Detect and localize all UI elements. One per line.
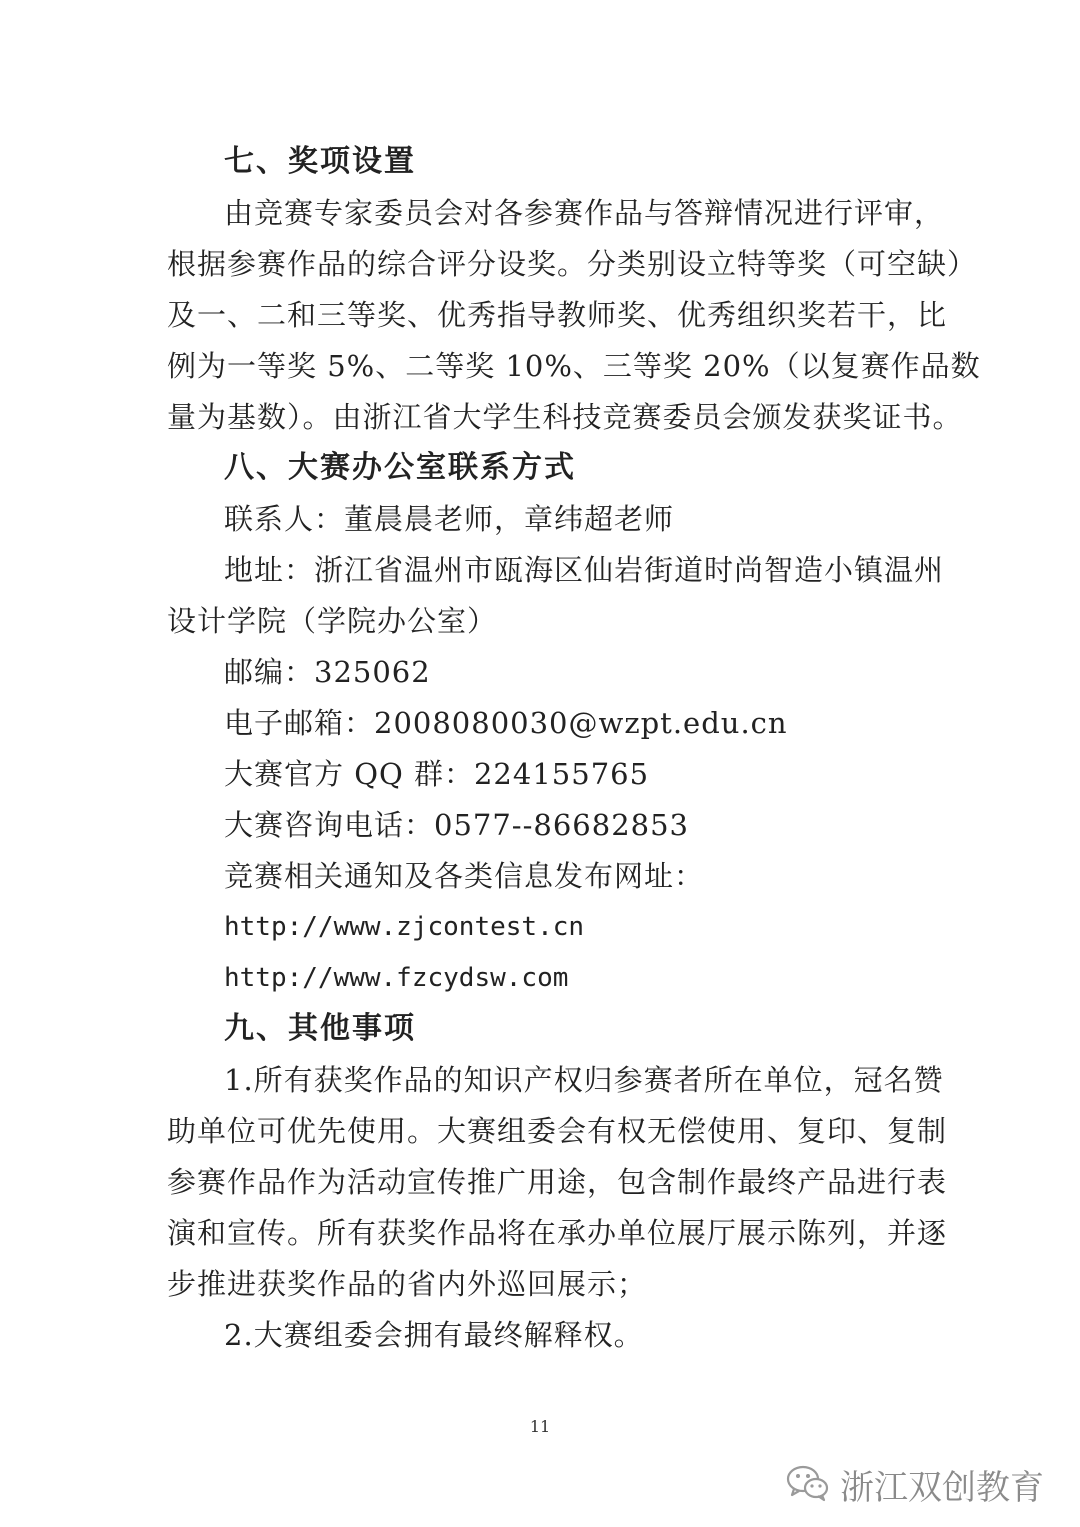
- website-label: 竞赛相关通知及各类信息发布网址：: [224, 859, 705, 893]
- paragraph-line: 及一、二和三等奖、优秀指导教师奖、优秀组织奖若干，比: [167, 298, 948, 332]
- address-line: 地址：浙江省温州市瓯海区仙岩街道时尚智造小镇温州: [224, 553, 945, 587]
- paragraph-line: 2.大赛组委会拥有最终解释权。: [224, 1318, 644, 1352]
- address-line: 设计学院（学院办公室）: [167, 604, 498, 638]
- section-heading: 八、大赛办公室联系方式: [224, 450, 576, 485]
- website-link[interactable]: http://www.fzcydsw.com: [224, 963, 569, 993]
- page-number: 11: [529, 1417, 551, 1436]
- paragraph-line: 演和宣传。所有获奖作品将在承办单位展厅展示陈列，并逐: [167, 1216, 948, 1250]
- paragraph-line: 量为基数）。由浙江省大学生科技竞赛委员会颁发获奖证书。: [167, 400, 963, 434]
- paragraph-line: 例为一等奖 5%、二等奖 10%、三等奖 20%（以复赛作品数: [167, 349, 981, 383]
- phone: 大赛咨询电话：0577--86682853: [224, 808, 690, 842]
- email: 电子邮箱：2008080030@wzpt.edu.cn: [224, 706, 788, 740]
- paragraph-line: 步推进获奖作品的省内外巡回展示；: [167, 1267, 648, 1301]
- paragraph-line: 由竞赛专家委员会对各参赛作品与答辩情况进行评审，: [224, 196, 945, 230]
- section-heading: 七、奖项设置: [224, 144, 416, 179]
- paragraph-line: 参赛作品作为活动宣传推广用途，包含制作最终产品进行表: [167, 1165, 948, 1199]
- watermark: [786, 1460, 1044, 1509]
- contact-person: 联系人：董晨晨老师，章纬超老师: [224, 502, 675, 536]
- section-heading: 九、其他事项: [224, 1011, 416, 1046]
- paragraph-line: 助单位可优先使用。大赛组委会有权无偿使用、复印、复制: [167, 1114, 948, 1148]
- wechat-icon: [786, 1464, 830, 1506]
- website-link[interactable]: http://www.zjcontest.cn: [224, 912, 585, 942]
- paragraph-line: 根据参赛作品的综合评分设奖。分类别设立特等奖（可空缺）: [167, 247, 978, 281]
- watermark-text: 浙江双创教育: [840, 1468, 1044, 1508]
- qq-group: 大赛官方 QQ 群：224155765: [224, 757, 650, 791]
- paragraph-line: 1.所有获奖作品的知识产权归参赛者所在单位，冠名赞: [224, 1063, 944, 1097]
- postcode: 邮编：325062: [224, 655, 431, 689]
